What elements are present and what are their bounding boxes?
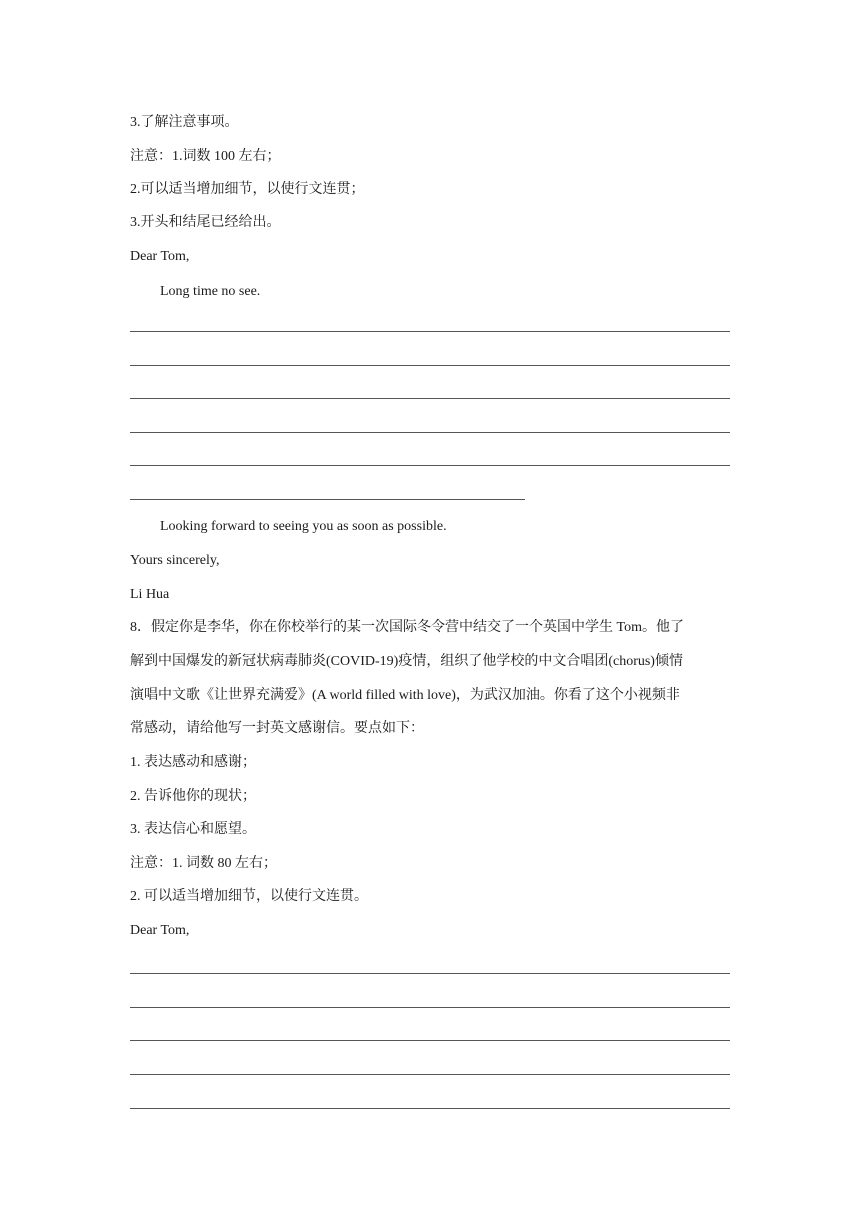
key-point: 1. 表达感动和感谢； bbox=[130, 755, 256, 770]
answer-line[interactable] bbox=[130, 331, 730, 332]
answer-line[interactable] bbox=[130, 499, 525, 500]
answer-line[interactable] bbox=[130, 465, 730, 466]
question-prompt-line: 演唱中文歌《让世界充满爱》(A world filled with love)，为武汉加油。你看了这个小视频非 bbox=[130, 688, 680, 703]
question-prompt-line: 8．假定你是李华，你在你校举行的某一次国际冬令营中结交了一个英国中学生 Tom。他了 bbox=[130, 620, 684, 635]
answer-line[interactable] bbox=[130, 432, 730, 433]
note-word-count: 注意：1.词数 100 左右； bbox=[130, 149, 281, 164]
answer-line[interactable] bbox=[130, 1074, 730, 1075]
letter-opening: Long time no see. bbox=[160, 284, 261, 299]
answer-line[interactable] bbox=[130, 398, 730, 399]
note-add-details: 2.可以适当增加细节，以使行文连贯； bbox=[130, 182, 365, 197]
letter-greeting: Dear Tom, bbox=[130, 923, 190, 938]
answer-line[interactable] bbox=[130, 1007, 730, 1008]
letter-signoff: Yours sincerely, bbox=[130, 553, 220, 568]
answer-line[interactable] bbox=[130, 365, 730, 366]
question-prompt-line: 常感动，请给他写一封英文感谢信。要点如下： bbox=[130, 721, 424, 736]
letter-greeting: Dear Tom, bbox=[130, 249, 190, 264]
answer-line[interactable] bbox=[130, 1040, 730, 1041]
letter-signature: Li Hua bbox=[130, 587, 170, 602]
answer-line[interactable] bbox=[130, 1108, 730, 1109]
note-word-count: 注意：1. 词数 80 左右； bbox=[130, 856, 277, 871]
answer-line[interactable] bbox=[130, 973, 730, 974]
question-prompt-line: 解到中国爆发的新冠状病毒肺炎(COVID-19)疫情，组织了他学校的中文合唱团(chorus)倾情 bbox=[130, 654, 683, 669]
notice-item-3: 3.了解注意事项。 bbox=[130, 115, 239, 130]
note-add-details: 2. 可以适当增加细节，以使行文连贯。 bbox=[130, 889, 368, 904]
note-opening-closing: 3.开头和结尾已经给出。 bbox=[130, 215, 281, 230]
letter-closing-line: Looking forward to seeing you as soon as possible. bbox=[160, 519, 447, 534]
key-point: 2. 告诉他你的现状； bbox=[130, 789, 256, 804]
key-point: 3. 表达信心和愿望。 bbox=[130, 822, 256, 837]
